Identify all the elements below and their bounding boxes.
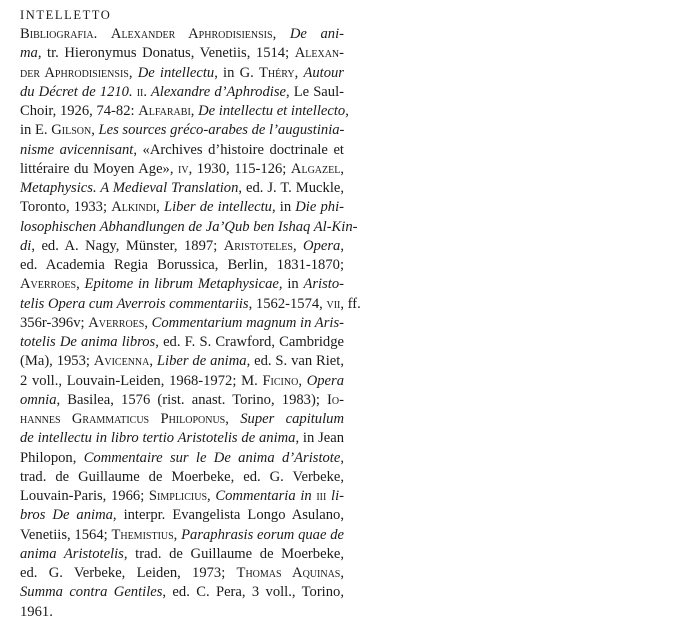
- bibliography-line: [20, 583, 344, 602]
- bibliography-line: [20, 564, 344, 583]
- bibliography-line: [20, 179, 344, 198]
- work-title: di: [20, 237, 32, 254]
- bibliography-line: [20, 487, 344, 506]
- work-title: De ani-: [289, 26, 344, 42]
- citation-text: , ed. C. Pera, 3 voll., Torino,: [162, 584, 344, 601]
- author-name: Thomas Aquinas,: [236, 565, 345, 581]
- citation-text: Choir, 1926, 74-82:: [20, 103, 139, 119]
- citation-text: ed. G. Verbeke, Leiden, 1973;: [20, 565, 237, 581]
- work-title: de intellectu in libro tertio Aristotelis de anima: [20, 430, 296, 447]
- bibliography-line: [20, 429, 344, 448]
- citation-text: ,: [345, 103, 349, 119]
- bibliography-line: [20, 468, 344, 487]
- citation-text: , 1562-1574,: [248, 295, 327, 312]
- bibliography-line: [20, 237, 344, 256]
- work-title: Commentaria in: [215, 488, 317, 504]
- author-name: ii.: [136, 83, 148, 100]
- work-title: Commentaire sur le De anima d’Aristote: [83, 449, 341, 466]
- bibliography-line: [20, 256, 344, 275]
- bibliography-line: [20, 410, 344, 429]
- citation-text: , in Jean: [295, 430, 344, 447]
- work-title: li-: [326, 488, 344, 504]
- bibliography-line: [20, 295, 361, 314]
- citation-text: Louvain-Paris, 1966;: [20, 488, 149, 504]
- work-title: Die phi-: [295, 199, 344, 216]
- work-title: Liber de intellectu: [163, 199, 272, 216]
- citation-text: , ed. F. S. Crawford, Cambridge: [155, 334, 345, 350]
- citation-text: , «Archives d’histoire doctrinale et: [133, 141, 344, 158]
- bibliography-line: [20, 141, 344, 160]
- citation-text: , Le Saul-: [285, 83, 344, 100]
- work-title: Aristo-: [303, 276, 344, 293]
- citation-text: ,: [340, 237, 344, 254]
- author-name: Algazel,: [290, 160, 344, 177]
- work-title: Epitome in librum Metaphysicae: [84, 276, 279, 293]
- bibliography-line: [20, 372, 344, 391]
- citation-text: littéraire du Moyen Age»,: [20, 160, 179, 177]
- citation-text: trad. de Guillaume de Moerbeke, ed. G. Verbeke,: [20, 468, 344, 485]
- citation-text: Toronto, 1933;: [20, 199, 112, 216]
- bibliography-line: [20, 102, 349, 121]
- bibliography-line: [20, 506, 344, 525]
- bibliography-line: [20, 160, 344, 179]
- citation-text: [229, 411, 240, 427]
- work-title: Opera: [303, 237, 341, 254]
- citation-text: , tr. Hieronymus Donatus, Venetiis, 1514;: [37, 45, 295, 62]
- bibliography-line: [20, 198, 344, 217]
- bibliography-line: [20, 449, 344, 468]
- work-title: nisme avicennisant: [20, 141, 134, 158]
- citation-text: ,: [340, 449, 344, 466]
- work-title: Alexandre d’Aphrodise: [147, 83, 286, 100]
- work-title: du Décret de 1210.: [20, 83, 137, 100]
- citation-text: [276, 26, 290, 42]
- author-name: Alfarabi,: [138, 103, 195, 119]
- bibliography-line: [20, 44, 344, 63]
- work-title: Autour: [303, 64, 344, 81]
- author-name: Ficino,: [262, 372, 302, 389]
- bibliography-line: [20, 25, 344, 44]
- author-name: Gilson,: [51, 122, 95, 139]
- work-title: Summa contra Gentiles: [20, 584, 163, 601]
- bibliography-line: [20, 218, 358, 237]
- bibliography-line: [20, 526, 344, 545]
- citation-text: ed. Academia Regia Borussica, Berlin, 1831-1870;: [20, 257, 344, 273]
- work-title: Opera: [306, 372, 344, 389]
- author-name: der Aphrodisiensis,: [20, 64, 133, 81]
- bibliography-line: [20, 545, 344, 564]
- author-name: iii: [316, 488, 327, 504]
- author-name: Bibliografia.: [20, 26, 98, 42]
- citation-text: Venetiis, 1564;: [20, 526, 112, 543]
- bibliography-line: [20, 603, 344, 622]
- author-name: Alkindi,: [111, 199, 160, 216]
- work-title: De intellectu: [137, 64, 215, 81]
- bibliography-line: [20, 83, 344, 102]
- citation-text: , in: [271, 199, 296, 216]
- citation-text: 2 voll., Louvain-Leiden, 1968-1972; M.: [20, 372, 263, 389]
- work-title: anima Aristotelis: [20, 545, 124, 562]
- work-title: Super capitulum: [240, 411, 344, 427]
- citation-text: , interpr. Evangelista Longo Asulano,: [112, 507, 344, 524]
- work-title: telis Opera cum Averrois commentariis: [20, 295, 249, 312]
- work-title: Paraphrasis eorum quae de: [181, 526, 344, 543]
- citation-text: , ed. A. Nagy, Münster, 1897;: [31, 237, 224, 254]
- work-title: omnia: [20, 391, 57, 408]
- bibliography-line: [20, 391, 344, 410]
- bibliography-line: [20, 64, 344, 83]
- citation-text: [97, 26, 111, 42]
- work-title: bros De anima: [20, 507, 113, 524]
- citation-text: 356r-396v;: [20, 314, 89, 331]
- citation-text: 1961.: [20, 603, 53, 620]
- author-name: Avicenna,: [93, 353, 154, 370]
- author-name: Io-: [327, 391, 344, 408]
- author-name: Aristoteles,: [223, 237, 297, 254]
- running-head: INTELLETTO: [20, 8, 112, 22]
- author-name: iv,: [178, 160, 193, 177]
- work-title: Les sources gréco-arabes de l’augustinia-: [98, 122, 345, 139]
- author-name: Averroes,: [20, 276, 80, 293]
- bibliography-line: [20, 352, 344, 371]
- author-name: vii,: [326, 295, 344, 312]
- citation-text: , in: [278, 276, 304, 293]
- bibliography-line: [20, 314, 344, 333]
- author-name: Averroes,: [88, 314, 148, 331]
- citation-text: 1930, 115-126;: [192, 160, 291, 177]
- citation-text: , trad. de Guillaume de Moerbeke,: [123, 545, 344, 562]
- author-name: Théry,: [259, 64, 299, 81]
- bibliography-line: [20, 275, 344, 294]
- citation-text: , ed. J. T. Muckle,: [238, 180, 344, 196]
- author-name: Themistius,: [111, 526, 178, 543]
- work-title: Commentarium magnum in Aris-: [151, 314, 344, 331]
- author-name: hannes Grammaticus Philoponus,: [20, 411, 229, 427]
- citation-text: ff.: [344, 295, 361, 312]
- bibliography-line: [20, 333, 344, 352]
- author-name: Alexan-: [294, 45, 344, 62]
- citation-text: Philopon,: [20, 449, 84, 466]
- work-title: losophischen Abhandlungen de Ja’Qub ben Ishaq Al-Kin-: [20, 218, 358, 235]
- citation-text: in E.: [20, 122, 52, 139]
- author-name: Alexander Aphrodisiensis,: [110, 26, 277, 42]
- work-title: De intellectu et intellecto: [198, 103, 346, 119]
- bibliography-line: [20, 121, 344, 140]
- author-name: Simplicius,: [148, 488, 211, 504]
- citation-text: , in G.: [214, 64, 259, 81]
- bibliography-paragraph: [20, 25, 361, 622]
- citation-text: , Basilea, 1576 (rist. anast. Torino, 1983);: [56, 391, 328, 408]
- work-title: Metaphysics. A Medieval Translation: [20, 180, 239, 196]
- work-title: ma: [20, 45, 38, 62]
- citation-text: (Ma), 1953;: [20, 353, 94, 370]
- work-title: totelis De anima libros: [20, 334, 156, 350]
- work-title: Liber de anima: [156, 353, 247, 370]
- citation-text: , ed. S. van Riet,: [246, 353, 344, 370]
